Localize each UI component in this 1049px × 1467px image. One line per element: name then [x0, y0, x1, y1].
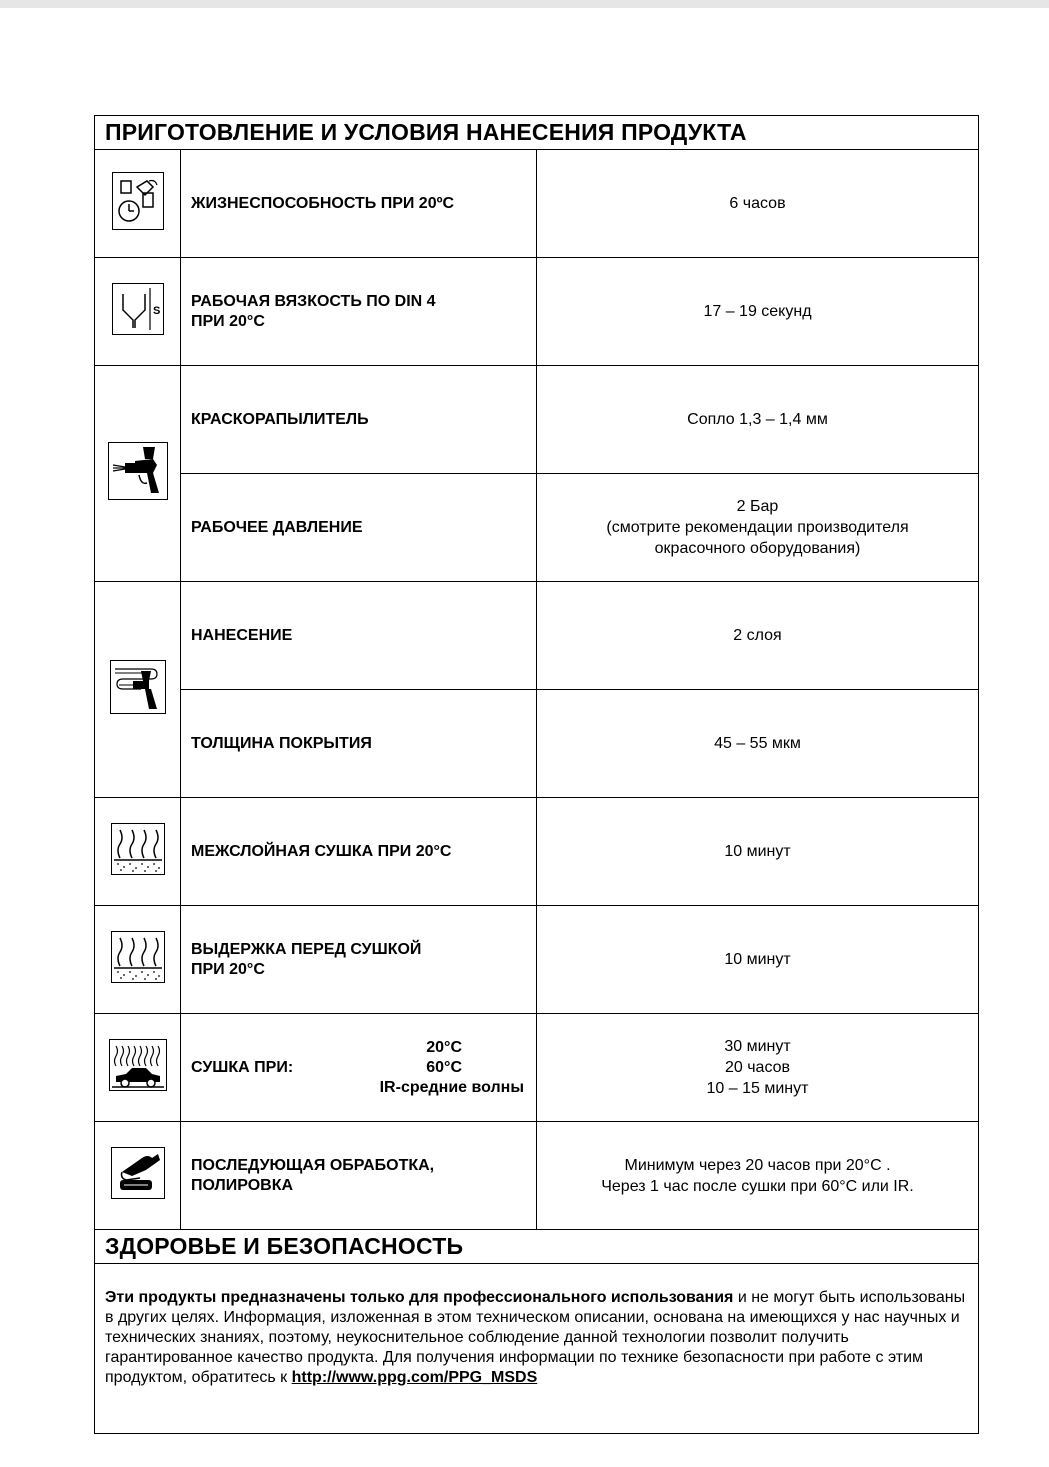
section-title-application: ПРИГОТОВЛЕНИЕ И УСЛОВИЯ НАНЕСЕНИЯ ПРОДУКТА — [95, 116, 979, 150]
table-row — [95, 582, 979, 690]
label-polishing-line1: ПОСЛЕДУЮЩАЯ ОБРАБОТКА, — [191, 1156, 435, 1174]
label-spray-gun: КРАСКОРАПЫЛИТЕЛЬ — [181, 366, 537, 474]
viscosity-cup-icon — [112, 283, 164, 335]
value-drying-3: 10 – 15 минут — [706, 1080, 809, 1097]
table-row — [95, 690, 979, 798]
label-viscosity-line1: РАБОЧАЯ ВЯЗКОСТЬ ПО DIN 4 — [191, 292, 436, 310]
label-flash-off: МЕЖСЛОЙНАЯ СУШКА ПРИ 20°C — [181, 798, 537, 906]
label-pot-life: ЖИЗНЕСПОСОБНОСТЬ ПРИ 20ºC — [181, 150, 537, 258]
value-spray-gun: Сопло 1,3 – 1,4 мм — [537, 366, 979, 474]
health-body: и не могут быть использованы в других целях. Информация, изложенная в этом техническом описании, основана на имеющихся у нас научных и технических знаниях, поэтому, неукоснительное соблюдение данной технологии позволит получить гарантированное качество продукта. Для получения информации по технике безопасности при работе с этим продуктом, обратитесь к — [105, 1289, 966, 1386]
value-flash-off: 10 минут — [537, 798, 979, 906]
section-title-health-safety: ЗДОРОВЬЕ И БЕЗОПАСНОСТЬ — [95, 1230, 979, 1264]
value-drying-2: 20 часов — [724, 1059, 791, 1076]
label-application: НАНЕСЕНИЕ — [181, 582, 537, 690]
table-row — [95, 366, 979, 474]
application-table — [94, 115, 979, 1434]
value-polishing-line1: Минимум через 20 часов при 20°C . — [624, 1156, 891, 1174]
top-bar — [0, 0, 1049, 8]
technical-data-sheet — [94, 115, 978, 1434]
pot-life-icon — [112, 172, 164, 230]
drying-temp-1: 20°C — [426, 1038, 462, 1056]
health-safety-text — [95, 1264, 979, 1434]
drying-temp-3: IR-средние волны — [379, 1078, 524, 1096]
drying-temp-2: 60°C — [426, 1058, 462, 1076]
evaporation-icon — [111, 823, 165, 875]
health-bold-intro: Эти продукты предназначены только для профессионального использования — [105, 1289, 734, 1306]
value-application: 2 слоя — [537, 582, 979, 690]
value-drying-1: 30 минут — [724, 1038, 791, 1055]
table-row — [95, 474, 979, 582]
label-viscosity-line2: ПРИ 20°C — [191, 312, 265, 330]
value-pot-life: 6 часов — [537, 150, 979, 258]
value-pressure-line2: (смотрите рекомендации производителя — [606, 519, 909, 536]
label-drying: СУШКА ПРИ: — [191, 1058, 294, 1076]
msds-link[interactable]: http://www.ppg.com/PPG_MSDS — [291, 1369, 538, 1386]
table-row — [95, 1122, 979, 1230]
label-pressure: РАБОЧЕЕ ДАВЛЕНИЕ — [181, 474, 537, 582]
table-row — [95, 906, 979, 1014]
value-viscosity: 17 – 19 секунд — [537, 258, 979, 366]
value-thickness: 45 – 55 мкм — [537, 690, 979, 798]
table-row — [95, 798, 979, 906]
value-hold-time: 10 минут — [537, 906, 979, 1014]
table-row — [95, 258, 979, 366]
label-hold-time-line2: ПРИ 20°C — [191, 960, 265, 978]
label-hold-time-line1: ВЫДЕРЖКА ПЕРЕД СУШКОЙ — [191, 940, 422, 958]
spray-application-icon — [110, 660, 166, 714]
label-polishing-line2: ПОЛИРОВКА — [191, 1176, 294, 1194]
table-row — [95, 1014, 979, 1122]
value-pressure-line1: 2 Бар — [736, 498, 779, 515]
table-row — [95, 150, 979, 258]
polishing-hand-icon — [111, 1147, 165, 1199]
label-thickness: ТОЛЩИНА ПОКРЫТИЯ — [181, 690, 537, 798]
car-drying-icon — [109, 1039, 167, 1091]
evaporation-icon — [111, 931, 165, 983]
value-polishing-line2: Через 1 час после сушки при 60°C или IR. — [601, 1177, 914, 1195]
icon-letter: S — [152, 305, 160, 317]
spray-gun-icon — [108, 442, 168, 500]
value-pressure-line3: окрасочного оборудования) — [654, 540, 861, 557]
